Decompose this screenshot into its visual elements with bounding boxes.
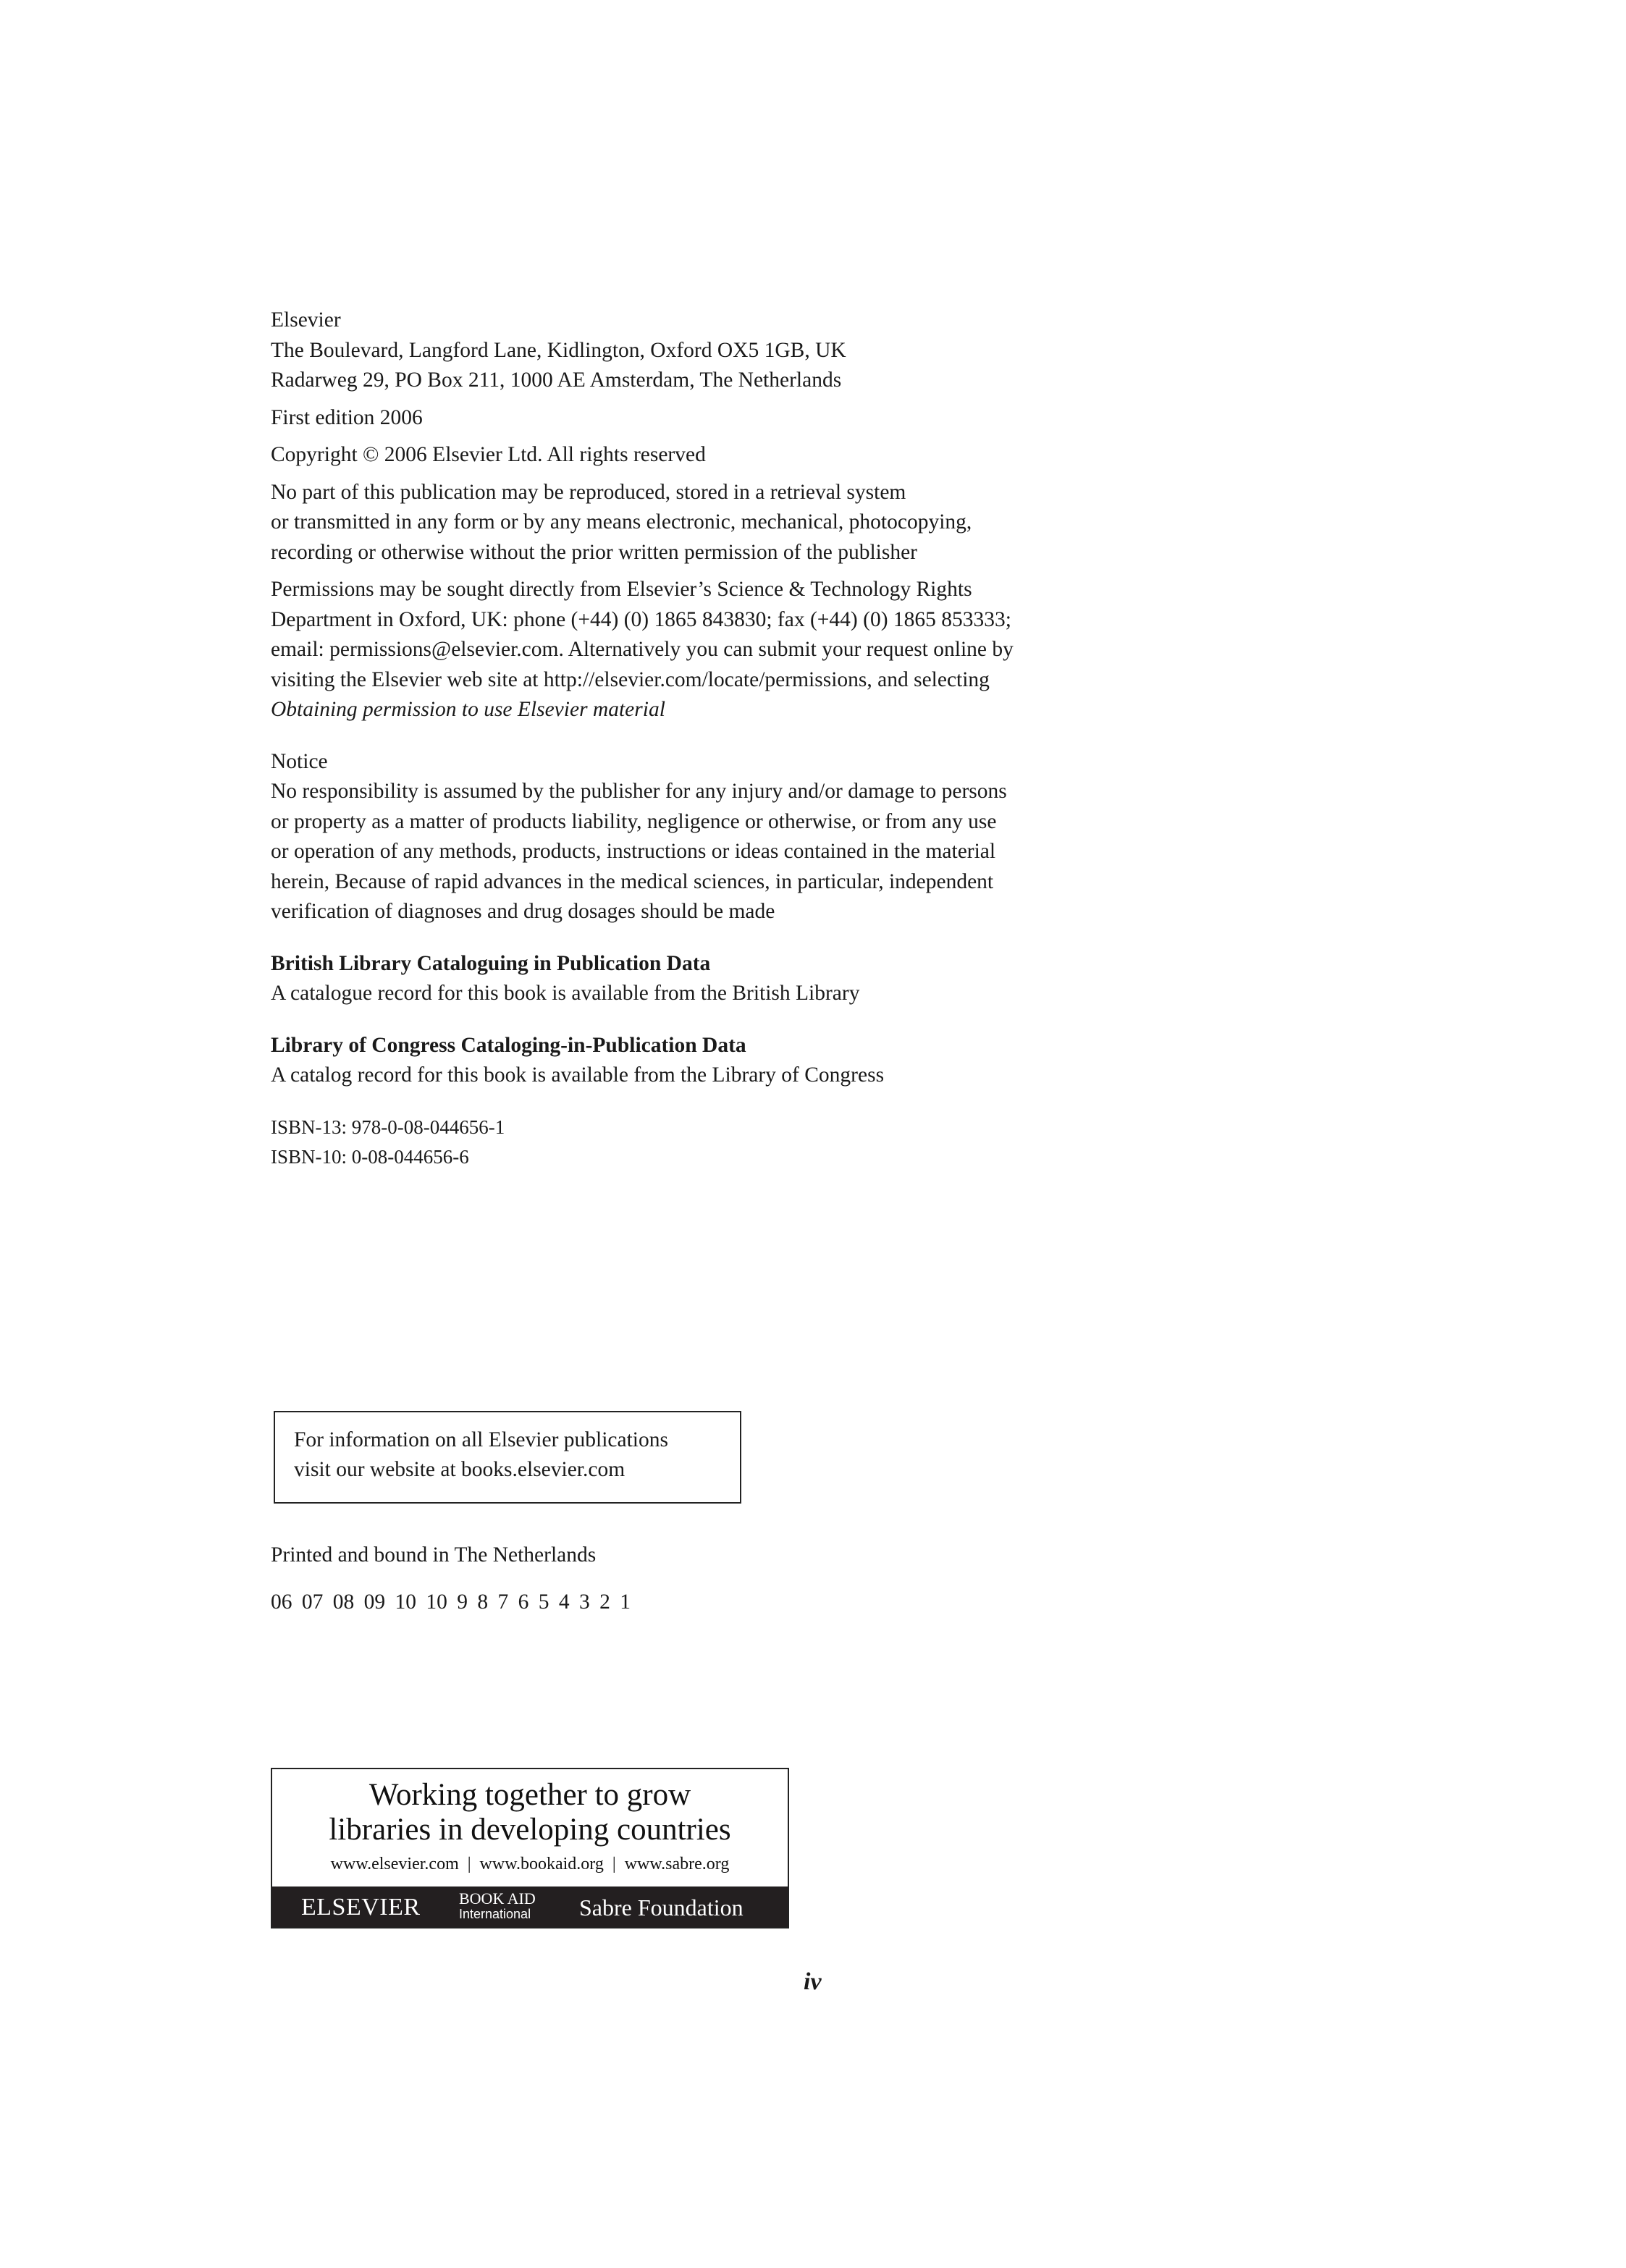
book-aid-banner — [271, 1768, 789, 1928]
reproduction-line: No part of this publication may be reproduced, stored in a retrieval system — [271, 480, 906, 504]
info-box-line: For information on all Elsevier publications — [294, 1428, 668, 1451]
notice-line: herein, Because of rapid advances in the medical sciences, in particular, independent — [271, 869, 994, 893]
british-library-block — [271, 949, 1212, 1009]
permissions-line: email: permissions@elsevier.com. Alternatively you can submit your request online by — [271, 638, 1014, 661]
reproduction-line: or transmitted in any form or by any means electronic, mechanical, photocopying, — [271, 510, 972, 534]
isbn-block — [271, 1113, 1212, 1173]
page-number: iv — [804, 1968, 822, 1995]
library-of-congress-heading: Library of Congress Cataloging-in-Publication Data — [271, 1033, 746, 1057]
library-of-congress-block — [271, 1031, 1212, 1091]
reproduction-notice — [271, 478, 1212, 568]
reproduction-line: recording or otherwise without the prior written permission of the publisher — [271, 540, 917, 564]
banner-url-separator: | — [467, 1855, 471, 1873]
publisher-address-block — [271, 305, 1212, 396]
notice-block — [271, 747, 1212, 927]
info-box-line: visit our website at books.elsevier.com — [294, 1458, 625, 1481]
banner-title-line: Working together to grow — [368, 1778, 691, 1812]
banner-urls — [272, 1853, 788, 1875]
printer-key: 06 07 08 09 10 10 9 8 7 6 5 4 3 2 1 — [271, 1590, 631, 1614]
british-library-heading: British Library Cataloguing in Publication Data — [271, 951, 711, 975]
permissions-line: visiting the Elsevier web site at http://elsevier.com/locate/permissions, and selecting — [271, 667, 990, 691]
copyright-block — [271, 440, 1212, 471]
banner-url-separator: | — [612, 1855, 616, 1873]
publisher-address-nl: Radarweg 29, PO Box 211, 1000 AE Amsterdam, The Netherlands — [271, 368, 842, 392]
isbn-13: ISBN-13: 978-0-08-044656-1 — [271, 1116, 505, 1138]
banner-title — [272, 1778, 788, 1847]
edition-block — [271, 403, 1212, 434]
printed-location: Printed and bound in The Netherlands — [271, 1543, 597, 1567]
elsevier-logo: ELSEVIER — [301, 1894, 421, 1921]
banner-logo-bar — [272, 1887, 788, 1927]
banner-url-elsevier: www.elsevier.com — [330, 1855, 459, 1873]
permissions-block — [271, 575, 1212, 725]
copyright-page-body — [271, 305, 1212, 1173]
permissions-line: Department in Oxford, UK: phone (+44) (0) 1865 843830; fax (+44) (0) 1865 853333; — [271, 607, 1011, 631]
copyright-text: Copyright © 2006 Elsevier Ltd. All rights reserved — [271, 443, 706, 466]
banner-title-line: libraries in developing countries — [329, 1813, 731, 1847]
library-of-congress-text: A catalog record for this book is available from the Library of Congress — [271, 1063, 885, 1087]
publisher-address-uk: The Boulevard, Langford Lane, Kidlington, Oxford OX5 1GB, UK — [271, 338, 846, 362]
notice-heading: Notice — [271, 749, 328, 773]
notice-line: or property as a matter of products liability, negligence or otherwise, or from any use — [271, 809, 997, 833]
permissions-line: Permissions may be sought directly from Elsevier’s Science & Technology Rights — [271, 578, 972, 601]
notice-line: No responsibility is assumed by the publisher for any injury and/or damage to persons — [271, 780, 1007, 803]
publisher-name: Elsevier — [271, 308, 341, 332]
banner-url-sabre: www.sabre.org — [624, 1855, 730, 1873]
permissions-italic-line: Obtaining permission to use Elsevier material — [271, 698, 665, 721]
book-aid-logo-line: BOOK AID — [459, 1889, 536, 1907]
website-info-box — [274, 1411, 741, 1504]
book-aid-logo — [459, 1891, 536, 1921]
banner-url-bookaid: www.bookaid.org — [479, 1855, 604, 1873]
notice-line: or operation of any methods, products, instructions or ideas contained in the material — [271, 840, 996, 863]
book-aid-logo-line: International — [459, 1907, 531, 1921]
sabre-foundation-logo: Sabre Foundation — [579, 1894, 744, 1921]
british-library-text: A catalogue record for this book is available from the British Library — [271, 982, 860, 1005]
notice-line: verification of diagnoses and drug dosages should be made — [271, 900, 775, 923]
edition-text: First edition 2006 — [271, 405, 423, 429]
isbn-10: ISBN-10: 0-08-044656-6 — [271, 1146, 469, 1168]
